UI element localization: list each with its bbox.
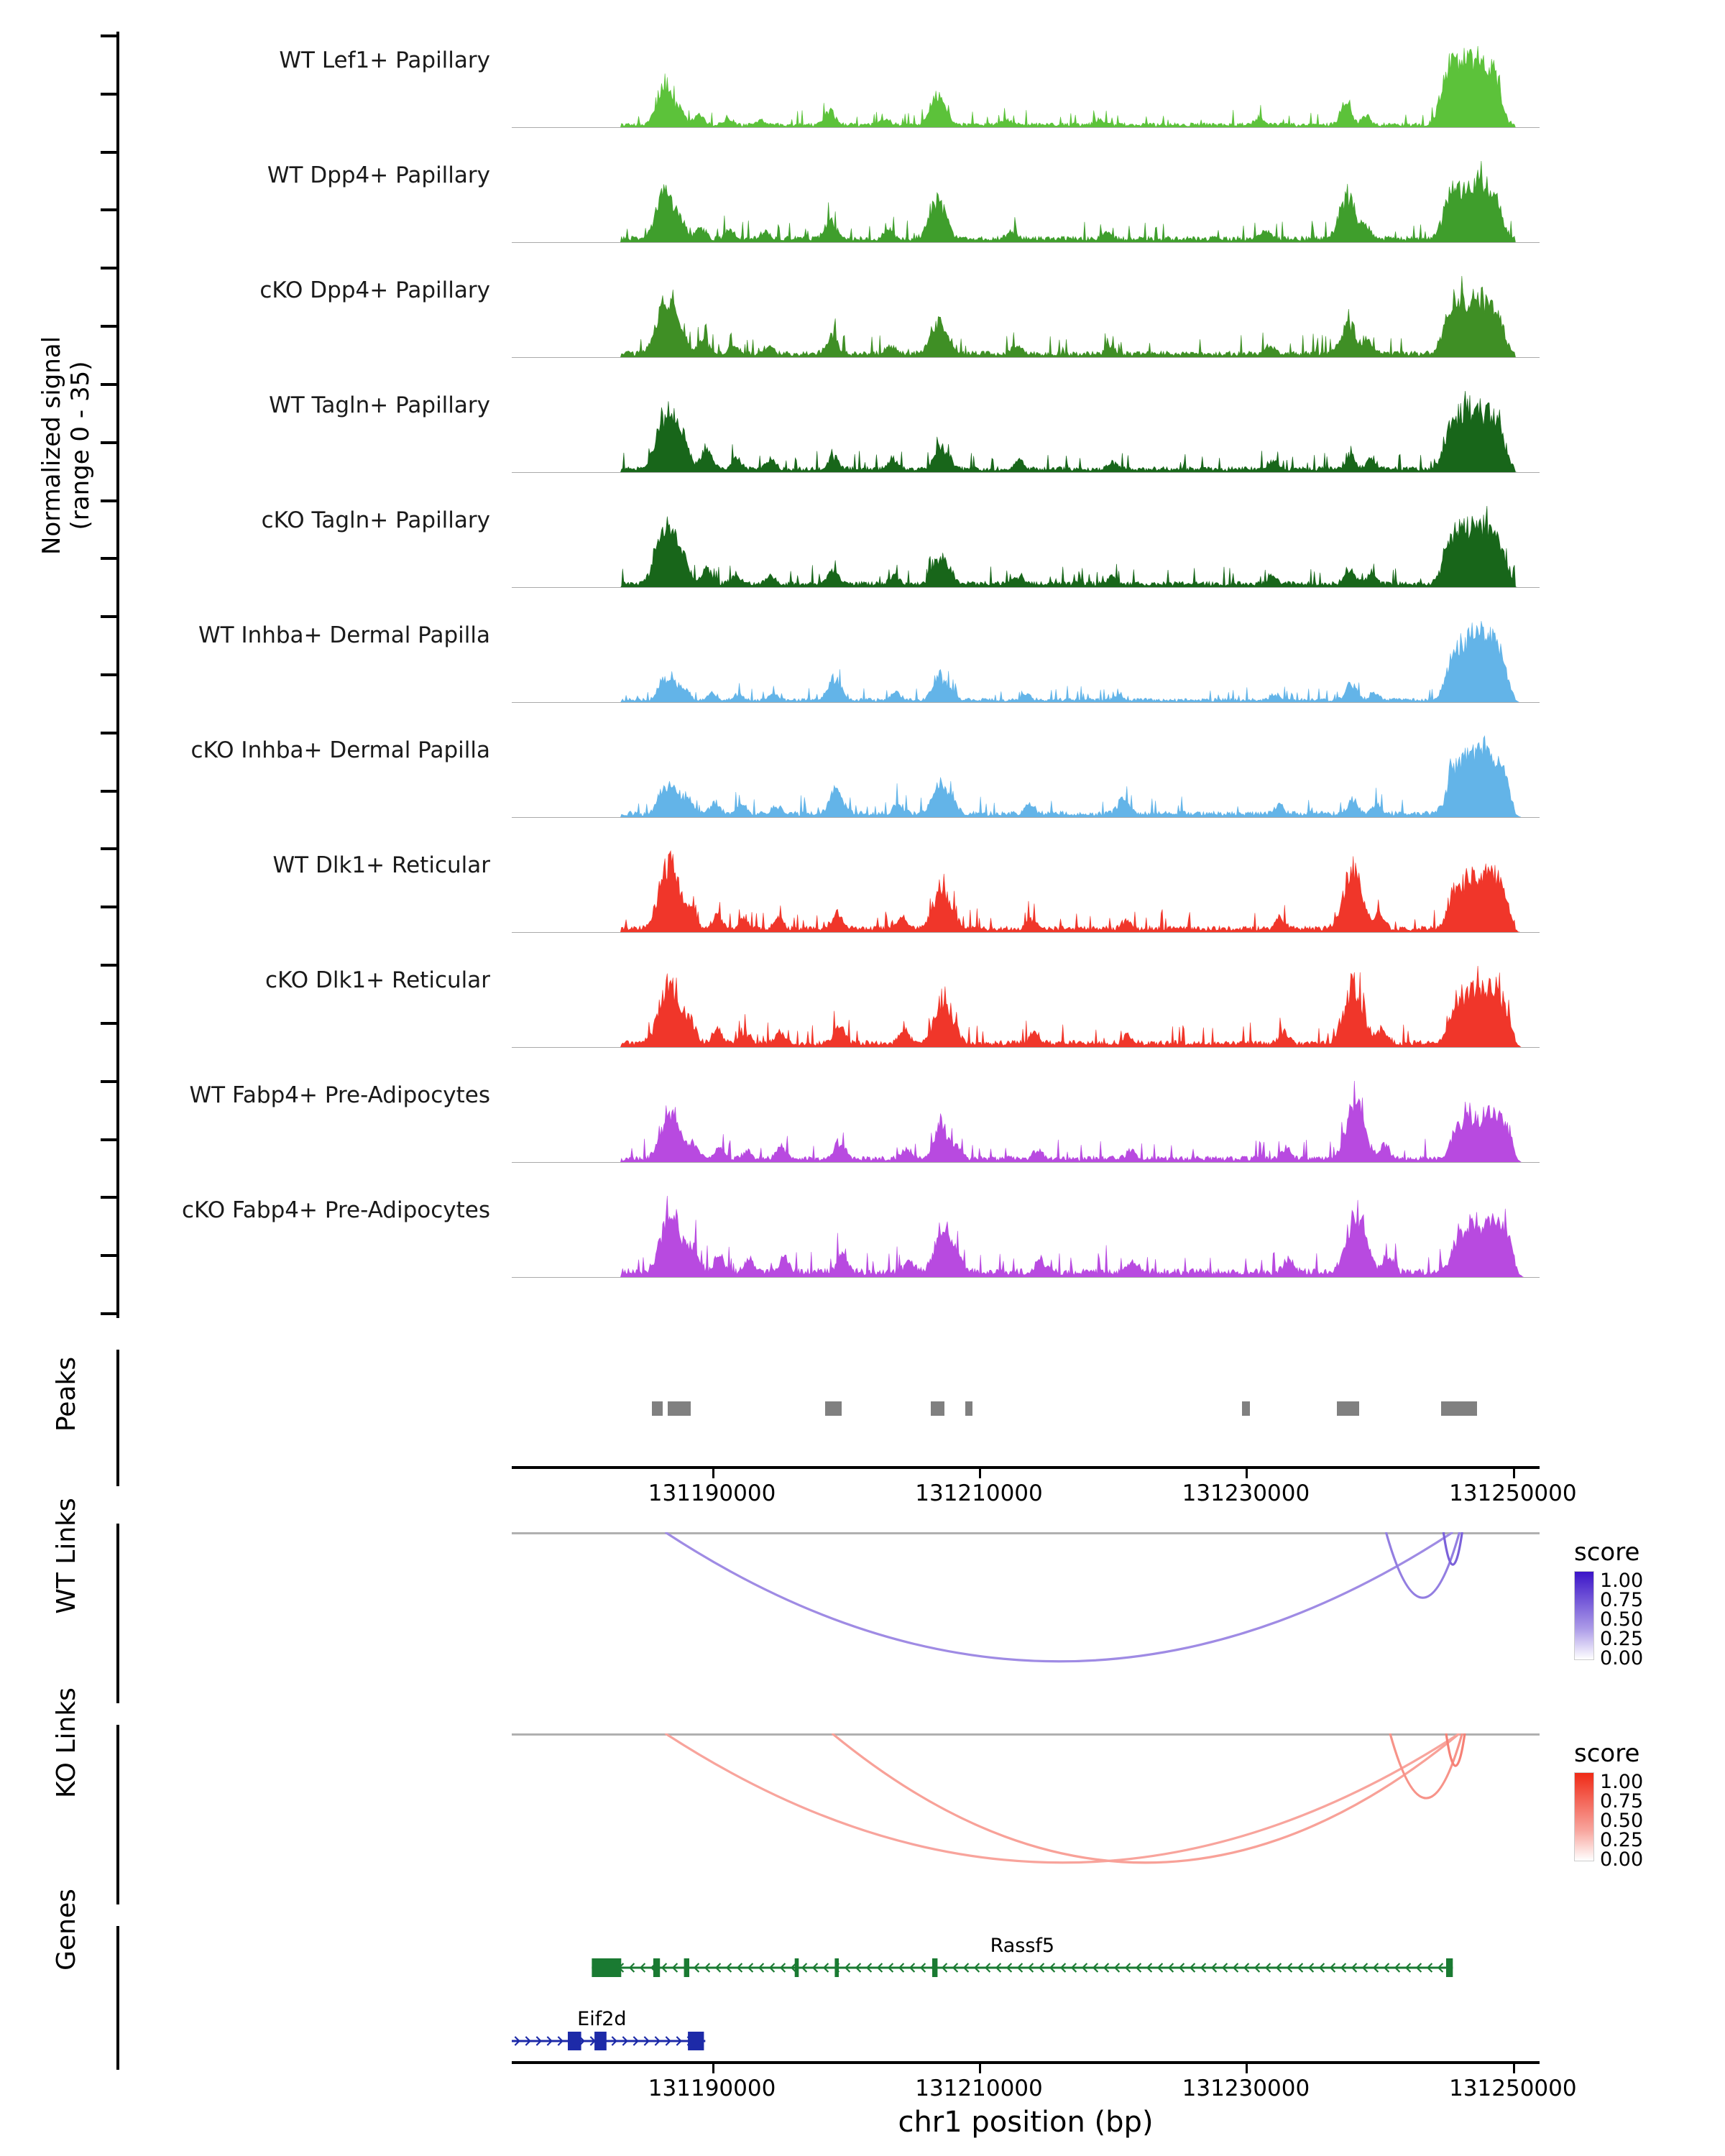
peak-region xyxy=(825,1401,841,1416)
x-axis-upper-tick xyxy=(712,1469,714,1478)
wt-links-arcs xyxy=(512,1532,1540,1705)
x-axis-upper-tick xyxy=(1246,1469,1248,1478)
legend-tick: 0.25 xyxy=(1600,1829,1644,1851)
x-axis-lower-tick xyxy=(712,2064,714,2073)
gene-label: Rassf5 xyxy=(990,1935,1055,1957)
x-axis-upper-tick-label: 131190000 xyxy=(648,1480,776,1506)
legend-tick: 1.00 xyxy=(1600,1570,1644,1592)
coverage-track xyxy=(0,618,1725,703)
section-label-wt-links: WT Links xyxy=(52,1498,81,1614)
x-axis-upper-tick-label: 131250000 xyxy=(1449,1480,1577,1506)
x-axis-title: chr1 position (bp) xyxy=(898,2106,1154,2139)
track-signal-plot xyxy=(512,963,1540,1048)
ko-links-legend-colorbar xyxy=(1574,1772,1594,1861)
x-axis-upper-line xyxy=(512,1466,1540,1469)
track-baseline xyxy=(512,587,1540,589)
wt-links-legend xyxy=(1574,1538,1644,1669)
track-signal-plot xyxy=(512,848,1540,933)
peak-region xyxy=(931,1401,944,1416)
track-signal-plot xyxy=(512,618,1540,703)
x-axis-upper-tick-label: 131210000 xyxy=(915,1480,1043,1506)
legend-tick: 0.25 xyxy=(1600,1628,1644,1650)
peak-region xyxy=(652,1401,663,1416)
track-label: cKO Inhba+ Dermal Papilla xyxy=(190,737,490,763)
section-label-ko-links: KO Links xyxy=(52,1687,81,1798)
legend-tick: 0.00 xyxy=(1600,1848,1644,1871)
track-label: WT Inhba+ Dermal Papilla xyxy=(198,622,490,648)
peaks-track xyxy=(512,1394,1540,1423)
x-axis-lower-tick-label: 131190000 xyxy=(648,2076,776,2101)
track-label: WT Dpp4+ Papillary xyxy=(267,162,490,188)
track-signal-plot xyxy=(512,273,1540,358)
x-axis-lower-tick-label: 131230000 xyxy=(1182,2076,1310,2101)
track-label: cKO Dpp4+ Papillary xyxy=(259,277,490,303)
x-axis-lower xyxy=(512,2061,1577,2111)
x-axis-lower-tick-label: 131250000 xyxy=(1449,2076,1577,2101)
signal-axis-tick xyxy=(101,1312,116,1315)
track-signal-plot xyxy=(512,1193,1540,1278)
track-signal-plot xyxy=(512,503,1540,588)
track-baseline xyxy=(512,932,1540,934)
x-axis-lower-tick xyxy=(1513,2064,1515,2073)
x-axis-lower-tick xyxy=(979,2064,981,2073)
peak-region xyxy=(1242,1401,1250,1416)
ko-links-legend xyxy=(1574,1739,1644,1871)
wt-links-axis-rule xyxy=(116,1524,119,1703)
gene-label: Eif2d xyxy=(577,2008,627,2030)
track-baseline xyxy=(512,127,1540,129)
track-signal-plot xyxy=(512,388,1540,473)
coverage-track xyxy=(0,1078,1725,1163)
wt-links-legend-title: score xyxy=(1574,1538,1640,1567)
legend-tick: 0.50 xyxy=(1600,1608,1644,1631)
coverage-track xyxy=(0,388,1725,473)
track-baseline xyxy=(512,357,1540,359)
track-signal-plot xyxy=(512,733,1540,818)
coverage-track xyxy=(0,158,1725,243)
track-label: WT Dlk1+ Reticular xyxy=(272,852,490,878)
legend-tick: 0.00 xyxy=(1600,1647,1644,1669)
wt-links-legend-colorbar xyxy=(1574,1571,1594,1660)
x-axis-upper-tick-label: 131230000 xyxy=(1182,1480,1310,1506)
track-label: WT Lef1+ Papillary xyxy=(279,47,490,73)
genes-axis-rule xyxy=(116,1926,119,2070)
peak-region xyxy=(1441,1401,1477,1416)
legend-tick: 0.75 xyxy=(1600,1790,1644,1812)
track-baseline xyxy=(512,817,1540,819)
track-signal-plot xyxy=(512,1078,1540,1163)
x-axis-lower-tick xyxy=(1246,2064,1248,2073)
section-label-genes: Genes xyxy=(52,1889,81,1971)
track-label: cKO Dlk1+ Reticular xyxy=(265,967,490,993)
coverage-track xyxy=(0,273,1725,358)
ko-links-arcs xyxy=(512,1733,1540,1906)
track-baseline xyxy=(512,242,1540,244)
coverage-track xyxy=(0,963,1725,1048)
y-axis-label-line1: Normalized signal xyxy=(37,336,66,556)
track-baseline xyxy=(512,702,1540,704)
peak-region xyxy=(1337,1401,1360,1416)
signal-axis-tick xyxy=(101,151,116,154)
track-signal-plot xyxy=(512,158,1540,243)
track-baseline xyxy=(512,1162,1540,1164)
legend-tick: 0.75 xyxy=(1600,1589,1644,1611)
track-label: cKO Fabp4+ Pre-Adipocytes xyxy=(182,1197,490,1223)
ko-links-legend-ticks xyxy=(1600,1771,1644,1871)
track-label: WT Tagln+ Papillary xyxy=(269,392,490,418)
ko-links-axis-rule xyxy=(116,1725,119,1904)
signal-axis-tick xyxy=(101,383,116,386)
track-baseline xyxy=(512,472,1540,474)
peak-region xyxy=(965,1401,972,1416)
coverage-track xyxy=(0,1193,1725,1278)
peaks-axis-rule xyxy=(116,1350,119,1486)
track-baseline xyxy=(512,1277,1540,1279)
genes-panel xyxy=(512,1926,1540,2063)
track-signal-plot xyxy=(512,43,1540,128)
track-label: cKO Tagln+ Papillary xyxy=(261,507,490,533)
peak-region xyxy=(668,1401,691,1416)
coverage-track xyxy=(0,733,1725,818)
x-axis-lower-line xyxy=(512,2061,1540,2064)
track-label: WT Fabp4+ Pre-Adipocytes xyxy=(189,1082,490,1108)
coverage-track xyxy=(0,503,1725,588)
section-label-peaks: Peaks xyxy=(52,1356,81,1432)
signal-axis-tick xyxy=(101,499,116,502)
track-baseline xyxy=(512,1047,1540,1049)
x-axis-lower-tick-label: 131210000 xyxy=(915,2076,1043,2101)
wt-links-legend-ticks xyxy=(1600,1570,1644,1669)
coverage-track xyxy=(0,848,1725,933)
signal-axis-tick xyxy=(101,267,116,270)
y-axis-label-line2: (range 0 - 35) xyxy=(66,361,95,530)
legend-tick: 1.00 xyxy=(1600,1771,1644,1793)
coverage-track xyxy=(0,43,1725,128)
legend-tick: 0.50 xyxy=(1600,1810,1644,1832)
signal-axis-tick xyxy=(101,34,116,37)
x-axis-upper-tick xyxy=(979,1469,981,1478)
ko-links-legend-title: score xyxy=(1574,1739,1640,1768)
x-axis-upper xyxy=(512,1466,1577,1516)
x-axis-upper-tick xyxy=(1513,1469,1515,1478)
